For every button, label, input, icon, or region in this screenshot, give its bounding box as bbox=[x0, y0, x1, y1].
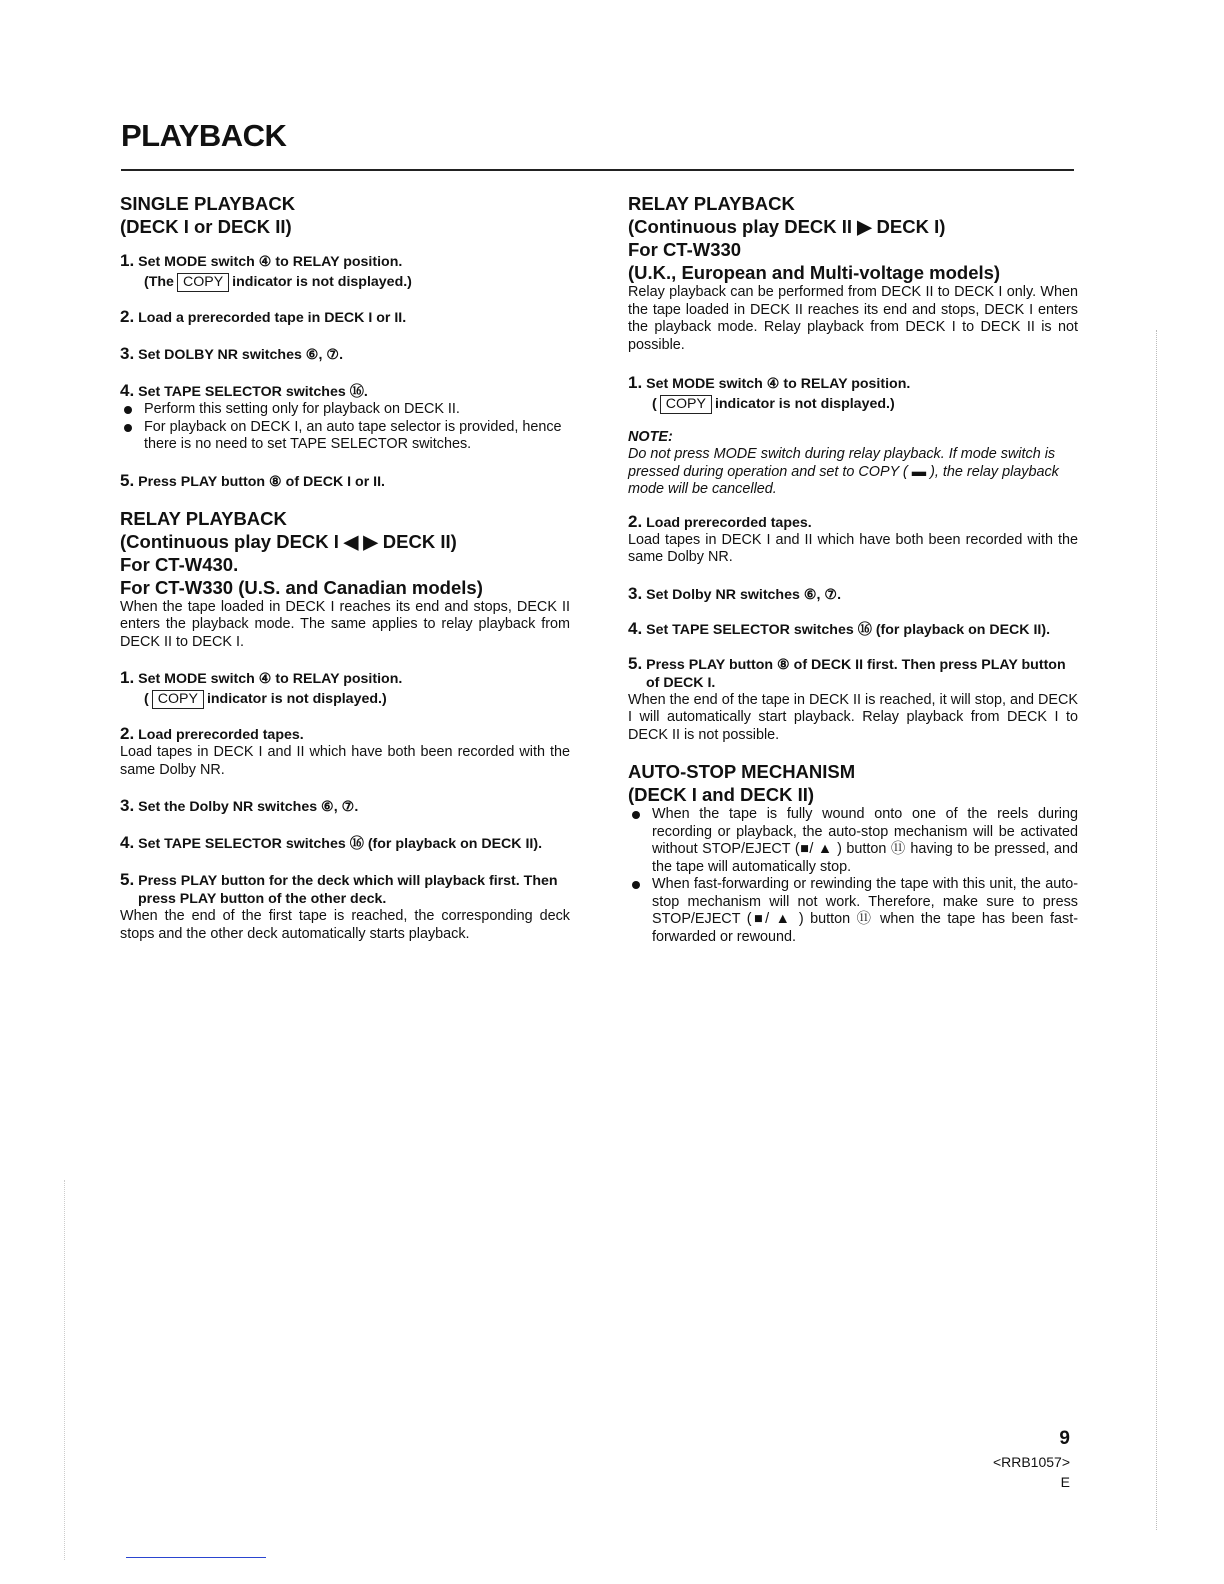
step-heading: Load prerecorded tapes. bbox=[138, 727, 304, 743]
single-step-1 bbox=[120, 252, 570, 292]
scan-edge-right bbox=[1156, 330, 1157, 1530]
bullet-item: For playback on DECK I, an auto tape selector is provided, hence there is no need to set TAPE SELECTOR switches. bbox=[120, 419, 570, 454]
relay-step-4 bbox=[120, 834, 570, 853]
relay-step-1 bbox=[120, 669, 570, 709]
note-prefix: ( bbox=[652, 396, 657, 412]
step-heading: Set TAPE SELECTOR switches ⑯. bbox=[138, 384, 368, 400]
relay-uk-step-1 bbox=[628, 374, 1078, 414]
step-number: 4. bbox=[120, 381, 135, 400]
step-number: 2. bbox=[120, 724, 135, 743]
step-number: 1. bbox=[628, 373, 643, 392]
relay-uk-title: RELAY PLAYBACK bbox=[628, 193, 795, 214]
step-number: 3. bbox=[120, 796, 135, 815]
relay-playback-title: RELAY PLAYBACK bbox=[120, 507, 287, 529]
auto-stop-subtitle: (DECK I and DECK II) bbox=[628, 784, 815, 805]
bullet-item: Perform this setting only for playback on DECK II. bbox=[120, 401, 570, 419]
single-playback-subtitle: (DECK I or DECK II) bbox=[120, 216, 292, 237]
step-number: 5. bbox=[628, 653, 643, 673]
note-label: NOTE: bbox=[628, 429, 673, 445]
step-text: Load tapes in DECK I and II which have both been recorded with the same Dolby NR. bbox=[120, 744, 570, 778]
relay-uk-step-3 bbox=[628, 585, 1078, 604]
right-column bbox=[628, 192, 1078, 946]
relay-uk-step-4 bbox=[628, 620, 1078, 639]
page-number: 9 bbox=[1059, 1428, 1070, 1449]
auto-stop-section bbox=[628, 760, 1078, 946]
relay-uk-model-line-1: For CT-W330 bbox=[628, 239, 742, 260]
document-code: <RRB1057> bbox=[992, 1454, 1070, 1470]
relay-model-line-2: For CT-W330 (U.S. and Canadian models) bbox=[120, 576, 483, 598]
relay-uk-step-2 bbox=[628, 513, 1078, 567]
relay-uk-subtitle: (Continuous play DECK II ▶ DECK I) bbox=[628, 216, 946, 237]
bottom-divider bbox=[126, 1557, 266, 1558]
step-number: 4. bbox=[120, 833, 135, 852]
relay-step-5 bbox=[120, 871, 570, 943]
step-number: 5. bbox=[120, 470, 135, 490]
relay-playback-subtitle: (Continuous play DECK I ◀ ▶ DECK II) bbox=[120, 530, 457, 552]
note-suffix: indicator is not displayed.) bbox=[232, 274, 412, 290]
step-heading: Set Dolby NR switches ⑥, ⑦. bbox=[646, 586, 842, 603]
title-divider bbox=[121, 169, 1074, 171]
step-heading: Set DOLBY NR switches ⑥, ⑦. bbox=[138, 347, 344, 363]
step-number: 1. bbox=[120, 251, 135, 270]
relay-playback-section bbox=[120, 507, 570, 944]
relay-model-line-1: For CT-W430. bbox=[120, 553, 239, 575]
step-heading: Load a prerecorded tape in DECK I or II. bbox=[138, 310, 407, 326]
relay-uk-step-5 bbox=[628, 655, 1078, 745]
step-heading: Press PLAY button ⑧ of DECK II first. Then press PLAY button of DECK I. bbox=[646, 656, 1066, 691]
note-prefix: (The bbox=[144, 274, 174, 290]
bullet-item: When fast-forwarding or rewinding the tape with this unit, the auto-stop mechanism will not work. Therefore, make sure to press STOP/EJECT (■/ ▲ ) button ⑪ when the tape has been fast-forwarded or rewound. bbox=[628, 876, 1078, 946]
note-prefix: ( bbox=[144, 691, 149, 707]
left-column bbox=[120, 192, 570, 943]
single-step-3 bbox=[120, 345, 570, 364]
step-number: 2. bbox=[628, 511, 643, 531]
single-step-5 bbox=[120, 472, 570, 491]
step-heading: Set the Dolby NR switches ⑥, ⑦. bbox=[138, 799, 359, 815]
relay-step-3 bbox=[120, 797, 570, 816]
auto-stop-title: AUTO-STOP MECHANISM bbox=[628, 761, 856, 782]
step-text: Load tapes in DECK I and II which have both been recorded with the same Dolby NR. bbox=[628, 531, 1078, 565]
single-step-2 bbox=[120, 308, 570, 327]
relay-step-2 bbox=[120, 725, 570, 779]
single-playback-section bbox=[120, 192, 570, 491]
step-number: 5. bbox=[120, 870, 135, 889]
single-step-4 bbox=[120, 382, 570, 454]
step-text: When the end of the tape in DECK II is reached, it will stop, and DECK I will automatically start playback. Relay playback from DECK I to DECK II is not possible. bbox=[628, 691, 1078, 743]
single-playback-title: SINGLE PLAYBACK bbox=[120, 193, 296, 214]
note-suffix: indicator is not displayed.) bbox=[714, 396, 895, 412]
page-title: PLAYBACK bbox=[121, 118, 287, 153]
step-number: 3. bbox=[628, 583, 643, 603]
copy-indicator-note bbox=[120, 273, 570, 292]
relay-uk-intro: Relay playback can be performed from DECK II to DECK I only. When the tape loaded in DECK II reaches its end and stops, DECK I enters the playback mode. Relay playback from DECK I to DECK II is not possible. bbox=[628, 284, 1078, 353]
note-suffix: indicator is not displayed.) bbox=[206, 691, 387, 707]
step-text: When the end of the first tape is reached, the corresponding deck stops and the other deck automatically starts playback. bbox=[120, 908, 570, 942]
step-heading: Set MODE switch ④ to RELAY position. bbox=[138, 671, 403, 687]
copy-indicator-box: COPY bbox=[660, 395, 712, 414]
note-text: Do not press MODE switch during relay playback. If mode switch is pressed during operation and set to COPY ( ▬ ), the relay playback mode will be cancelled. bbox=[628, 446, 1059, 497]
step-heading: Set MODE switch ④ to RELAY position. bbox=[138, 254, 403, 270]
step-heading: Set TAPE SELECTOR switches ⑯ (for playback on DECK II). bbox=[138, 836, 543, 852]
region-code: E bbox=[1060, 1474, 1070, 1490]
step-number: 1. bbox=[120, 668, 135, 687]
relay-intro: When the tape loaded in DECK I reaches its end and stops, DECK II enters the playback mode. The same applies to relay playback from DECK II to DECK I. bbox=[120, 598, 570, 650]
copy-indicator-box: COPY bbox=[177, 273, 229, 292]
step-heading: Set MODE switch ④ to RELAY position. bbox=[646, 376, 911, 392]
scan-edge-left bbox=[64, 1180, 65, 1560]
step-number: 2. bbox=[120, 307, 135, 326]
step-heading: Press PLAY button ⑧ of DECK I or II. bbox=[138, 473, 385, 490]
step-number: 3. bbox=[120, 344, 135, 363]
copy-indicator-box: COPY bbox=[152, 690, 204, 709]
bullet-item: When the tape is fully wound onto one of the reels during recording or playback, the auto-stop mechanism will be activated without STOP/EJECT (■/ ▲ ) button ⑪ having to be pressed, and the tape will automatically stop. bbox=[628, 806, 1078, 876]
step-number: 4. bbox=[628, 618, 643, 638]
step-heading: Press PLAY button for the deck which will playback first. Then press PLAY button of the other deck. bbox=[138, 873, 558, 907]
relay-uk-model-line-2: (U.K., European and Multi-voltage models) bbox=[628, 262, 1001, 283]
copy-indicator-note bbox=[628, 395, 1078, 414]
step-heading: Load prerecorded tapes. bbox=[646, 514, 812, 531]
copy-indicator-note bbox=[120, 690, 570, 709]
relay-playback-uk-section bbox=[628, 192, 1078, 744]
step-heading: Set TAPE SELECTOR switches ⑯ (for playback on DECK II). bbox=[646, 621, 1051, 638]
